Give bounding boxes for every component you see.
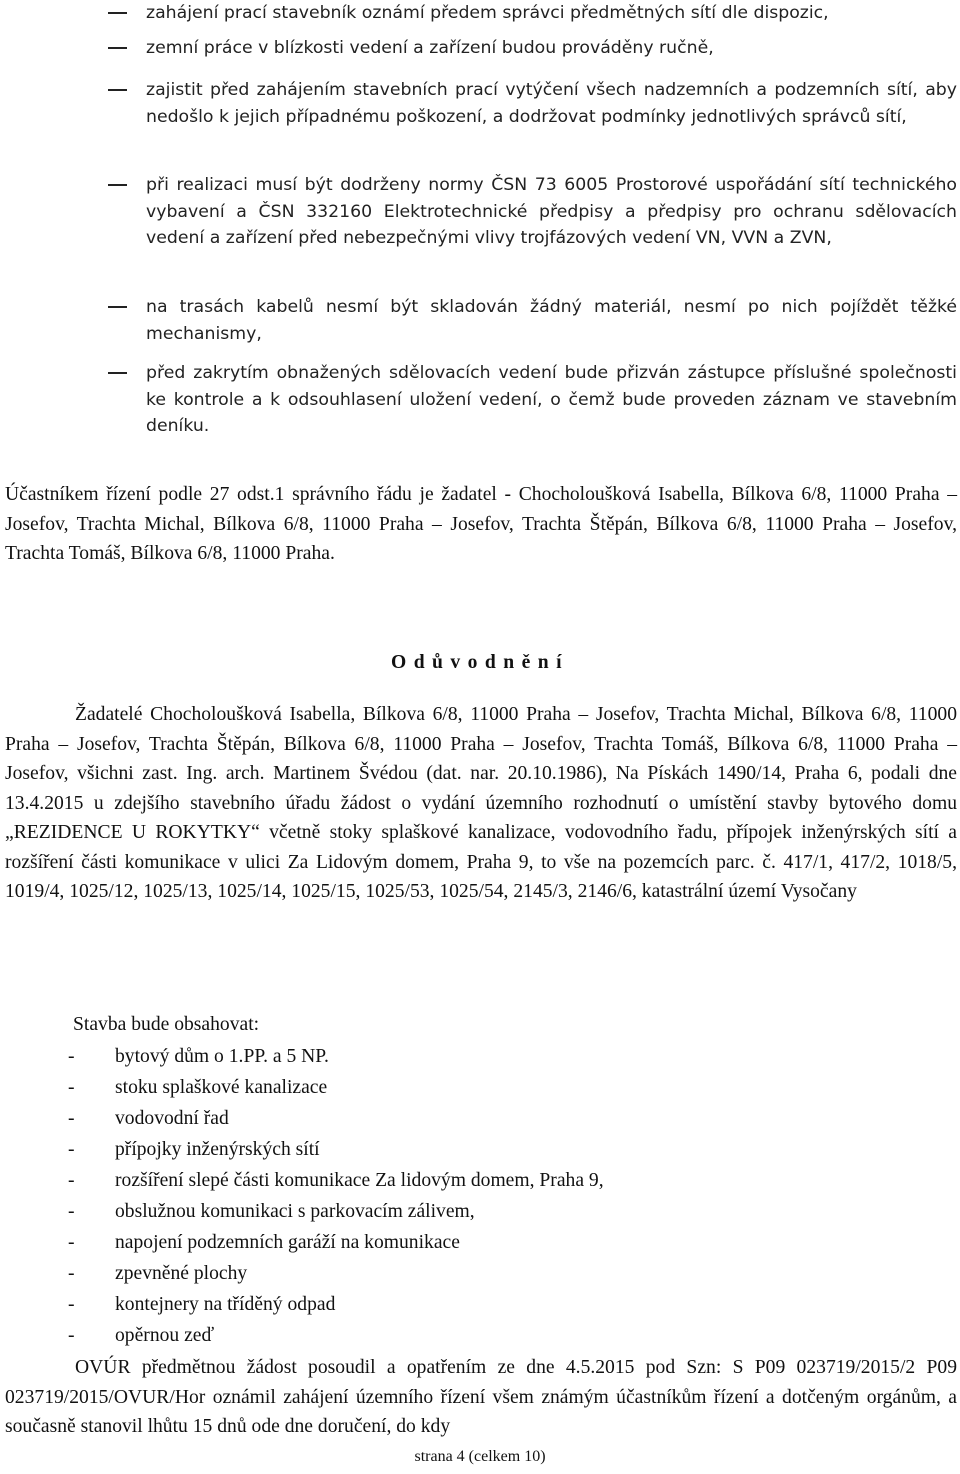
ovur-paragraph: OVÚR předmětnou žádost posoudil a opatřením ze dne 4.5.2015 pod Szn: S P09 023719/2015/2 P09 023719/2015/OVUR/Hor oznámil zahájení územního řízení všem známým účastníkům řízení a dotčeným orgánům, a současně stanovil lhůtu 15 dnů ode dne doručení, do kdy [5,1357,957,1437]
condition-item [146,360,957,440]
hyphen-bullet: - [68,1170,75,1191]
contents-item-text: obslužnou komunikaci s parkovacím zálivem, [115,1201,475,1222]
contents-heading: Stavba bude obsahovat: [73,1014,260,1035]
hyphen-bullet: - [68,1139,75,1160]
contents-item [68,1321,215,1350]
dash-bullet-icon [108,306,127,308]
dash-bullet-icon [108,12,127,14]
contents-item [68,1166,604,1195]
dash-bullet-icon [108,372,127,374]
contents-item [68,1073,328,1102]
condition-item [146,35,957,62]
hyphen-bullet: - [68,1077,75,1098]
dash-bullet-icon [108,184,127,186]
dash-bullet-icon [108,89,127,91]
participants-paragraph: Účastníkem řízení podle 27 odst.1 správního řádu je žadatel - Chocholoušková Isabella, Bílkova 6/8, 11000 Praha – Josefov, Trachta Michal, Bílkova 6/8, 11000 Praha – Josefov, Trachta Štěpán, Bílkova 6/8, 11000 Praha – Josefov, Trachta Tomáš, Bílkova 6/8, 11000 Praha. [5,484,957,564]
condition-text: zajistit před zahájením stavebních prací vytýčení všech nadzemních a podzemních sítí, aby nedošlo k jejich případnému poškození, a dodržovat podmínky jednotlivých správců sítí, [146,80,957,127]
section-title: Odůvodnění [391,652,569,673]
contents-item-text: kontejnery na tříděný odpad [115,1294,336,1315]
condition-text: na trasách kabelů nesmí být skladován žádný materiál, nesmí po nich pojíždět těžké mechanismy, [146,297,957,344]
contents-item-text: stoku splaškové kanalizace [115,1077,328,1098]
condition-item [146,77,957,130]
condition-text: před zakrytím obnažených sdělovacích vedení bude přizván zástupce příslušné společnosti ke kontrole a k odsouhlasení uložení vedení, o čemž bude proveden záznam ve stavebním deníku. [146,363,957,436]
hyphen-bullet: - [68,1108,75,1129]
contents-item [68,1042,329,1071]
condition-item [146,294,957,347]
hyphen-bullet: - [68,1201,75,1222]
reasoning-paragraph: Žadatelé Chocholoušková Isabella, Bílkova 6/8, 11000 Praha – Josefov, Trachta Michal, Bílkova 6/8, 11000 Praha – Josefov, Trachta Štěpán, Bílkova 6/8, 11000 Praha – Josefov, Trachta Tomáš, Bílkova 6/8, 11000 Praha – Josefov, všichni zast. Ing. arch. Martinem Švédou (dat. nar. 20.10.1986), Na Pískách 1490/14, Praha 6, podali dne 13.4.2015 u zdejšího stavebního úřadu žádost o vydání územního rozhodnutí o umístění stavby bytového domu „REZIDENCE U ROKYTKY“ včetně stoky splaškové kanalizace, vodovodního řadu, přípojek inženýrských sítí a rozšíření části komunikace v ulici Za Lidovým domem, Praha 9, to vše na pozemcích parc. č. 417/1, 417/2, 1018/5, 1019/4, 1025/12, 1025/13, 1025/14, 1025/15, 1025/53, 1025/54, 2145/3, 2146/6, katastrální území Vysočany [5,704,957,902]
contents-item-text: bytový dům o 1.PP. a 5 NP. [115,1046,329,1067]
hyphen-bullet: - [68,1294,75,1315]
page-footer: strana 4 (celkem 10) [414,1448,546,1465]
condition-text: zahájení prací stavebník oznámí předem správci předmětných sítí dle dispozic, [146,3,829,23]
contents-item [68,1290,336,1319]
hyphen-bullet: - [68,1263,75,1284]
contents-item-text: zpevněné plochy [115,1263,248,1284]
condition-item [146,172,957,252]
condition-item [146,0,957,27]
contents-item [68,1228,460,1257]
hyphen-bullet: - [68,1046,75,1067]
condition-text: při realizaci musí být dodrženy normy ČSN 73 6005 Prostorové uspořádání sítí technického vybavení a ČSN 332160 Elektrotechnické předpisy a předpisy pro ochranu sdělovacích vedení a zařízení před nebezpečnými vlivy trojfázových vedení VN, VVN a ZVN, [146,175,957,248]
contents-item [68,1135,320,1164]
contents-item [68,1104,229,1133]
dash-bullet-icon [108,47,127,49]
contents-item [68,1259,248,1288]
contents-item-text: rozšíření slepé části komunikace Za lidovým domem, Praha 9, [115,1170,604,1191]
contents-item-text: vodovodní řad [115,1108,229,1129]
condition-text: zemní práce v blízkosti vedení a zařízení budou prováděny ručně, [146,38,714,58]
contents-item [68,1197,475,1226]
hyphen-bullet: - [68,1232,75,1253]
hyphen-bullet: - [68,1325,75,1346]
contents-item-text: přípojky inženýrských sítí [115,1139,320,1160]
contents-item-text: napojení podzemních garáží na komunikace [115,1232,460,1253]
contents-item-text: opěrnou zeď [115,1325,215,1346]
